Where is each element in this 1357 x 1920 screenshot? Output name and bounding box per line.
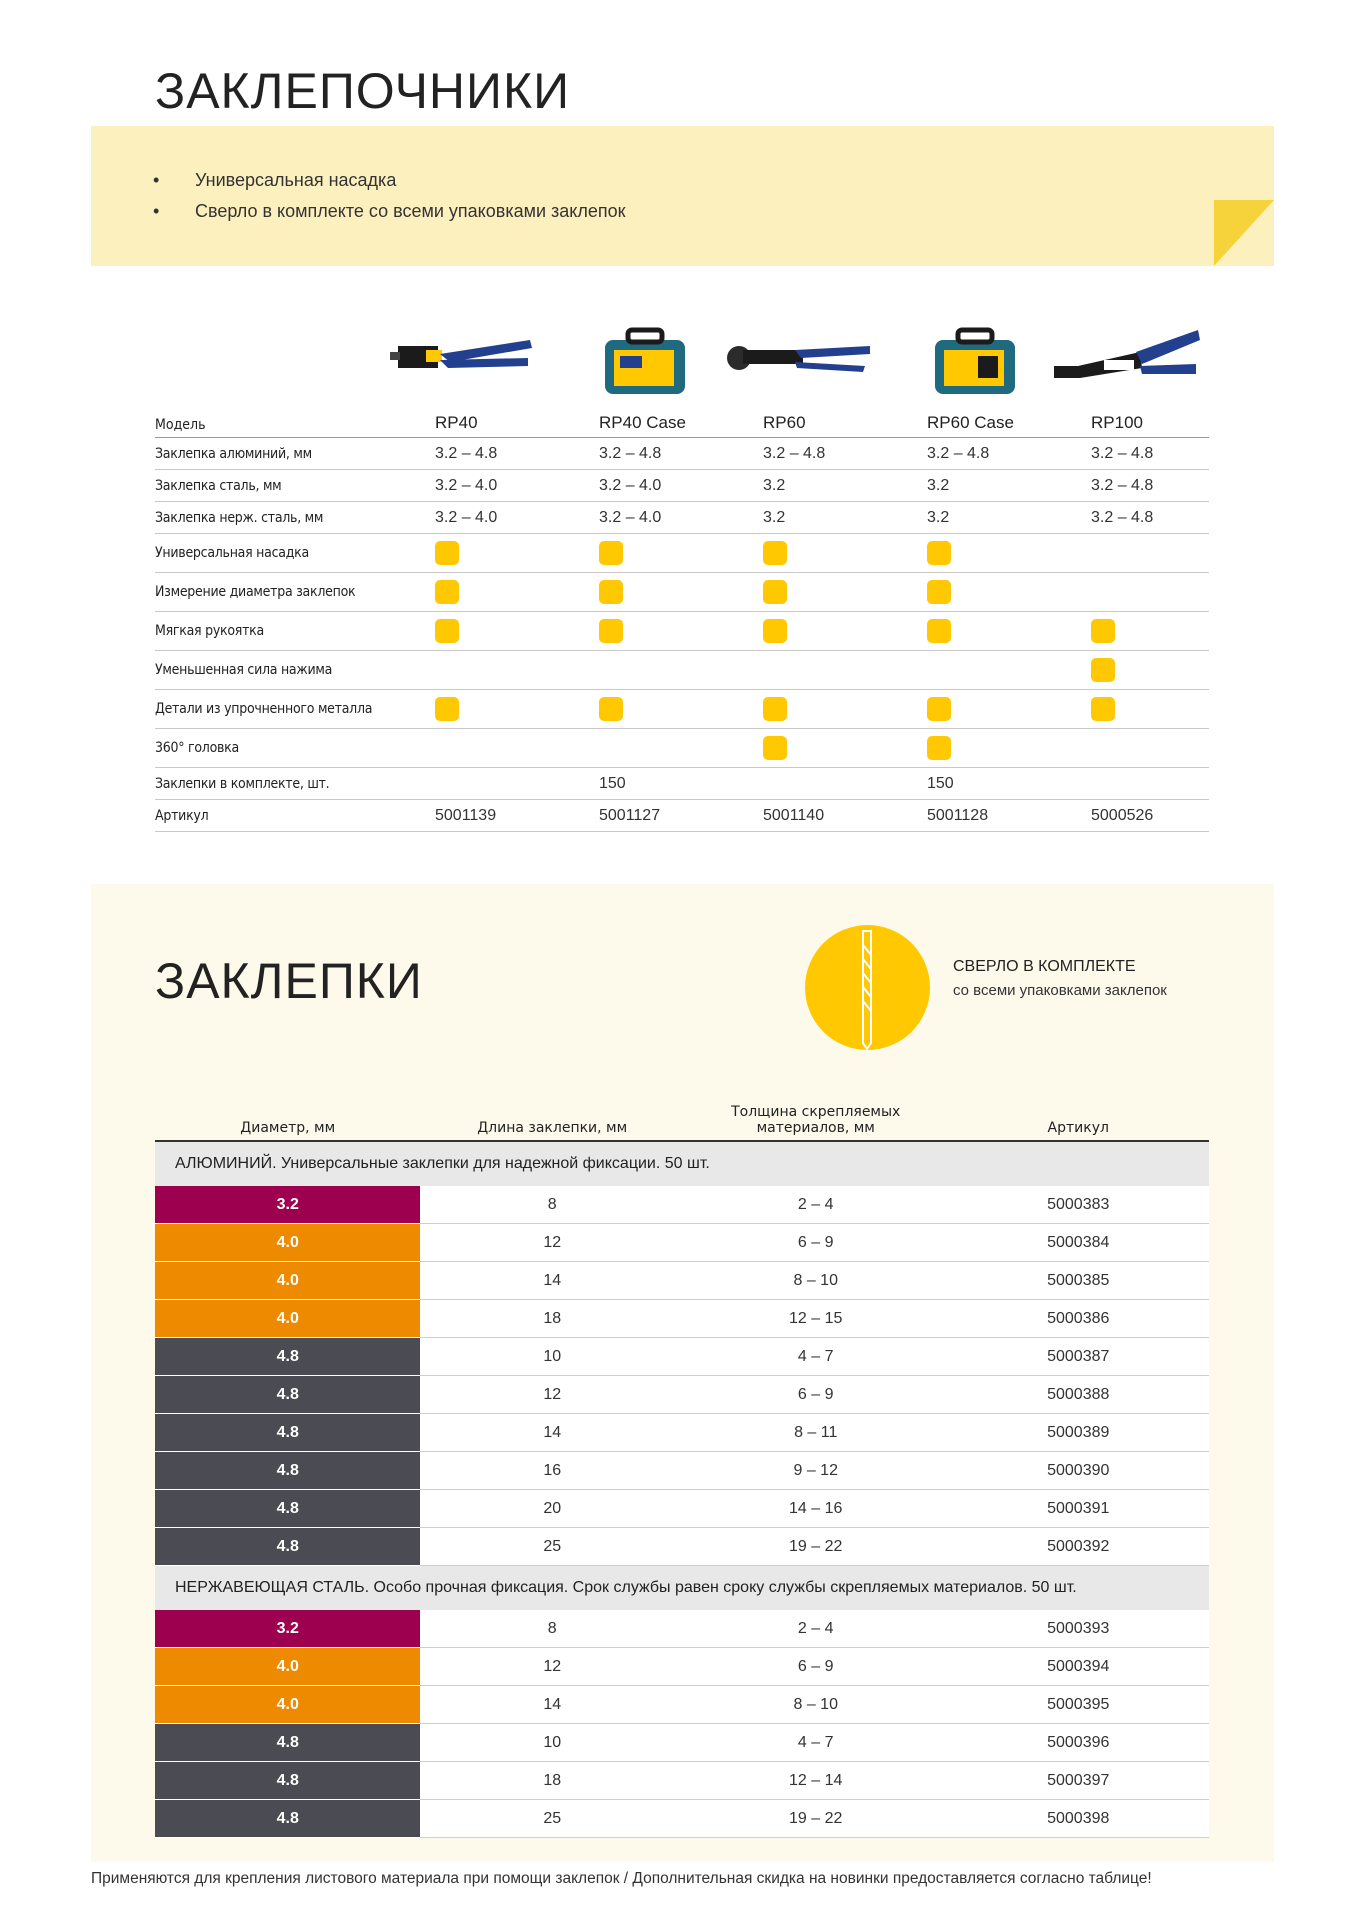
cell-value [409, 768, 573, 800]
table-row [155, 534, 1209, 573]
header-diameter: Диаметр, мм [155, 1103, 420, 1141]
article-cell: 5000393 [948, 1610, 1210, 1648]
cell-value: 150 [573, 768, 737, 800]
table-row [155, 438, 1209, 470]
length-cell: 14 [420, 1686, 683, 1724]
article-cell: 5000390 [948, 1452, 1210, 1490]
length-cell: 16 [420, 1452, 683, 1490]
article-cell: 5000389 [948, 1414, 1210, 1452]
article-cell: 5000384 [948, 1224, 1210, 1262]
feature-cell [573, 729, 737, 768]
feature-yes-marker [599, 619, 623, 643]
page-title: ЗАКЛЕПОЧНИКИ [155, 63, 571, 119]
drill-bit-icon [805, 925, 930, 1050]
diameter-cell: 4.8 [155, 1800, 420, 1838]
thickness-cell: 4 – 7 [684, 1724, 948, 1762]
drill-badge [805, 925, 930, 1050]
diameter-cell: 4.0 [155, 1262, 420, 1300]
model-name: RP60 Case [901, 403, 1065, 438]
product-image-rp40 [390, 322, 540, 402]
feature-yes-marker [927, 541, 951, 565]
thickness-cell: 2 – 4 [684, 1610, 948, 1648]
group-header-row [155, 1566, 1209, 1611]
diameter-cell: 4.8 [155, 1762, 420, 1800]
feature-yes-marker [1091, 658, 1115, 682]
banner-bullet: • Универсальная насадка [153, 170, 397, 190]
article-cell: 5000385 [948, 1262, 1210, 1300]
cell-value: 3.2 – 4.8 [1065, 470, 1209, 502]
badge-title: СВЕРЛО В КОМПЛЕКТЕ [953, 958, 1136, 975]
feature-cell [737, 612, 901, 651]
diameter-cell: 4.0 [155, 1686, 420, 1724]
article-cell: 5000394 [948, 1648, 1210, 1686]
model-name: RP100 [1065, 403, 1209, 438]
feature-cell [737, 729, 901, 768]
feature-cell [1065, 534, 1209, 573]
feature-yes-marker [927, 697, 951, 721]
feature-cell [409, 651, 573, 690]
table-row [155, 1686, 1209, 1724]
cell-value: 3.2 [737, 502, 901, 534]
cell-value: 3.2 – 4.8 [573, 438, 737, 470]
thickness-cell: 8 – 10 [684, 1262, 948, 1300]
row-label: Универсальная насадка [155, 534, 384, 573]
row-label: Уменьшенная сила нажима [155, 651, 384, 690]
table-row [155, 1186, 1209, 1224]
feature-cell [901, 651, 1065, 690]
thickness-cell: 2 – 4 [684, 1186, 948, 1224]
feature-cell [737, 573, 901, 612]
feature-cell [901, 690, 1065, 729]
feature-cell [409, 534, 573, 573]
group-header-row [155, 1141, 1209, 1186]
feature-cell [901, 573, 1065, 612]
thickness-cell: 8 – 11 [684, 1414, 948, 1452]
cell-value: 5000526 [1065, 800, 1209, 832]
article-cell: 5000397 [948, 1762, 1210, 1800]
length-cell: 14 [420, 1262, 683, 1300]
table-row [155, 1610, 1209, 1648]
table-row [155, 1376, 1209, 1414]
diameter-cell: 3.2 [155, 1186, 420, 1224]
table-row [155, 1724, 1209, 1762]
length-cell: 25 [420, 1528, 683, 1566]
feature-cell [901, 612, 1065, 651]
table-row [155, 612, 1209, 651]
thickness-cell: 12 – 14 [684, 1762, 948, 1800]
feature-yes-marker [763, 541, 787, 565]
length-cell: 18 [420, 1300, 683, 1338]
article-cell: 5000398 [948, 1800, 1210, 1838]
header-article: Артикул [948, 1103, 1210, 1141]
feature-yes-marker [927, 736, 951, 760]
table-row [155, 1800, 1209, 1838]
cell-value: 3.2 [901, 470, 1065, 502]
feature-yes-marker [599, 580, 623, 604]
feature-banner [91, 126, 1274, 266]
article-cell: 5000388 [948, 1376, 1210, 1414]
footer-note: Применяются для крепления листового материала при помощи заклепок / Дополнительная скидка на новинки предоставляется согласно таблице! [91, 1870, 1152, 1887]
table-row [155, 1528, 1209, 1566]
feature-yes-marker [763, 580, 787, 604]
cell-value: 3.2 – 4.8 [901, 438, 1065, 470]
cell-value: 150 [901, 768, 1065, 800]
page-fold-corner [1214, 200, 1274, 266]
row-label: Заклепки в комплекте, шт. [155, 768, 384, 800]
cell-value: 3.2 – 4.8 [737, 438, 901, 470]
diameter-cell: 4.8 [155, 1376, 420, 1414]
table-row [155, 651, 1209, 690]
feature-cell [737, 690, 901, 729]
feature-cell [901, 729, 1065, 768]
feature-cell [1065, 651, 1209, 690]
model-name: RP40 [409, 403, 573, 438]
diameter-cell: 4.0 [155, 1648, 420, 1686]
feature-cell [409, 729, 573, 768]
table-row [155, 1338, 1209, 1376]
table-row [155, 800, 1209, 832]
product-image-rp100 [1050, 322, 1200, 402]
row-label: 360° головка [155, 729, 384, 768]
table-row [155, 1300, 1209, 1338]
feature-cell [737, 534, 901, 573]
article-cell: 5000392 [948, 1528, 1210, 1566]
feature-cell [1065, 573, 1209, 612]
row-label: Заклепка нерж. сталь, мм [155, 502, 384, 534]
header-model-label: Модель [155, 403, 384, 438]
feature-cell [901, 534, 1065, 573]
section-title: ЗАКЛЕПКИ [155, 953, 423, 1009]
cell-value: 3.2 – 4.0 [573, 502, 737, 534]
banner-bullet-text: Сверло в комплекте со всеми упаковками заклепок [195, 201, 626, 221]
model-name: RP40 Case [573, 403, 737, 438]
feature-yes-marker [599, 697, 623, 721]
article-cell: 5000383 [948, 1186, 1210, 1224]
cell-value: 3.2 – 4.8 [1065, 438, 1209, 470]
cell-value: 3.2 – 4.0 [409, 470, 573, 502]
diameter-cell: 4.8 [155, 1338, 420, 1376]
table-row [155, 1490, 1209, 1528]
feature-cell [409, 612, 573, 651]
article-cell: 5000387 [948, 1338, 1210, 1376]
row-label: Детали из упрочненного металла [155, 690, 384, 729]
cell-value: 3.2 – 4.8 [409, 438, 573, 470]
feature-cell [573, 612, 737, 651]
cell-value [737, 768, 901, 800]
header-length: Длина заклепки, мм [420, 1103, 683, 1141]
thickness-cell: 4 – 7 [684, 1338, 948, 1376]
table-row [155, 768, 1209, 800]
cell-value: 5001128 [901, 800, 1065, 832]
diameter-cell: 3.2 [155, 1610, 420, 1648]
feature-cell [1065, 612, 1209, 651]
cell-value: 3.2 – 4.8 [1065, 502, 1209, 534]
table-row [155, 573, 1209, 612]
length-cell: 10 [420, 1338, 683, 1376]
article-cell: 5000396 [948, 1724, 1210, 1762]
feature-yes-marker [599, 541, 623, 565]
feature-yes-marker [763, 736, 787, 760]
cell-value: 5001140 [737, 800, 901, 832]
thickness-cell: 19 – 22 [684, 1528, 948, 1566]
feature-yes-marker [435, 580, 459, 604]
feature-cell [1065, 690, 1209, 729]
cell-value: 3.2 – 4.0 [409, 502, 573, 534]
table-row [155, 502, 1209, 534]
feature-yes-marker [435, 541, 459, 565]
feature-yes-marker [927, 580, 951, 604]
article-cell: 5000391 [948, 1490, 1210, 1528]
thickness-cell: 12 – 15 [684, 1300, 948, 1338]
row-label: Заклепка алюминий, мм [155, 438, 384, 470]
diameter-cell: 4.8 [155, 1452, 420, 1490]
table-header-row [155, 1103, 1209, 1141]
cell-value: 3.2 [737, 470, 901, 502]
rivets-table [155, 1103, 1209, 1838]
banner-bullet: • Сверло в комплекте со всеми упаковками заклепок [153, 201, 626, 221]
table-row [155, 690, 1209, 729]
table-row [155, 1762, 1209, 1800]
table-row [155, 1452, 1209, 1490]
row-label: Измерение диаметра заклепок [155, 573, 384, 612]
cell-value: 5001127 [573, 800, 737, 832]
length-cell: 20 [420, 1490, 683, 1528]
length-cell: 10 [420, 1724, 683, 1762]
cell-value [1065, 768, 1209, 800]
table-row [155, 729, 1209, 768]
model-name: RP60 [737, 403, 901, 438]
feature-yes-marker [927, 619, 951, 643]
thickness-cell: 6 – 9 [684, 1648, 948, 1686]
diameter-cell: 4.8 [155, 1414, 420, 1452]
feature-cell [573, 573, 737, 612]
badge-subtitle: со всеми упаковками заклепок [953, 982, 1167, 999]
length-cell: 12 [420, 1376, 683, 1414]
row-label: Заклепка сталь, мм [155, 470, 384, 502]
length-cell: 12 [420, 1648, 683, 1686]
thickness-cell: 9 – 12 [684, 1452, 948, 1490]
diameter-cell: 4.0 [155, 1224, 420, 1262]
length-cell: 8 [420, 1186, 683, 1224]
product-image-rp60-case [930, 322, 1020, 402]
cell-value: 5001139 [409, 800, 573, 832]
cell-value: 3.2 – 4.0 [573, 470, 737, 502]
length-cell: 18 [420, 1762, 683, 1800]
feature-yes-marker [1091, 697, 1115, 721]
thickness-cell: 14 – 16 [684, 1490, 948, 1528]
group-title: НЕРЖАВЕЮЩАЯ СТАЛЬ. Особо прочная фиксация. Срок службы равен сроку службы скрепляемых материалов. 50 шт. [155, 1566, 1209, 1611]
row-label: Мягкая рукоятка [155, 612, 384, 651]
row-label: Артикул [155, 800, 384, 832]
feature-cell [409, 690, 573, 729]
diameter-cell: 4.0 [155, 1300, 420, 1338]
feature-yes-marker [763, 619, 787, 643]
riveters-table [155, 403, 1209, 832]
diameter-cell: 4.8 [155, 1724, 420, 1762]
length-cell: 8 [420, 1610, 683, 1648]
length-cell: 12 [420, 1224, 683, 1262]
header-thickness: Толщина скрепляемых материалов, мм [684, 1103, 948, 1141]
thickness-cell: 6 – 9 [684, 1224, 948, 1262]
length-cell: 25 [420, 1800, 683, 1838]
feature-yes-marker [763, 697, 787, 721]
thickness-cell: 6 – 9 [684, 1376, 948, 1414]
article-cell: 5000386 [948, 1300, 1210, 1338]
feature-yes-marker [435, 697, 459, 721]
product-image-rp40-case [600, 322, 690, 402]
feature-cell [573, 534, 737, 573]
banner-bullet-text: Универсальная насадка [195, 170, 397, 190]
table-header-row [155, 403, 1209, 438]
table-row [155, 470, 1209, 502]
feature-cell [1065, 729, 1209, 768]
diameter-cell: 4.8 [155, 1490, 420, 1528]
length-cell: 14 [420, 1414, 683, 1452]
product-image-rp60 [725, 322, 875, 402]
feature-cell [737, 651, 901, 690]
table-row [155, 1648, 1209, 1686]
feature-cell [409, 573, 573, 612]
thickness-cell: 19 – 22 [684, 1800, 948, 1838]
table-row [155, 1224, 1209, 1262]
cell-value: 3.2 [901, 502, 1065, 534]
thickness-cell: 8 – 10 [684, 1686, 948, 1724]
feature-cell [573, 651, 737, 690]
feature-cell [573, 690, 737, 729]
feature-yes-marker [1091, 619, 1115, 643]
feature-yes-marker [435, 619, 459, 643]
article-cell: 5000395 [948, 1686, 1210, 1724]
table-row [155, 1414, 1209, 1452]
diameter-cell: 4.8 [155, 1528, 420, 1566]
group-title: АЛЮМИНИЙ. Универсальные заклепки для надежной фиксации. 50 шт. [155, 1141, 1209, 1186]
table-row [155, 1262, 1209, 1300]
